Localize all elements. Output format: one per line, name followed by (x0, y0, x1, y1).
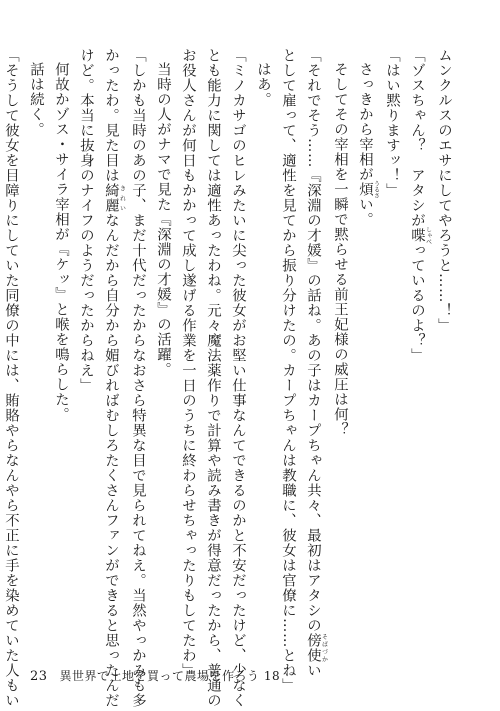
text-line: お役人さんが何日もかかって成し遂げる作業を一日のうちに終わらせちゃったりもしてたわ」 (180, 48, 196, 678)
text-line: 「それでそう……『深淵の才媛』の話ね。あの子はカープちゃん共々、最初はアタシの傍使 そばづかい (305, 48, 328, 678)
page-number: 23 (30, 669, 48, 684)
page-footer (30, 667, 280, 684)
text-line: かったわ。見た目は綺麗 きれいなんだから自分から媚びればむしろたくさんファンができると思ったんだ (103, 48, 126, 708)
text-line: 「ミノカサゴのヒレみたいに尖った彼女がお堅い仕事なんてできるのかと不安だったけど、少なく (230, 48, 246, 708)
text-line: 話は続く。 (28, 62, 44, 138)
running-title: 異世界で土地を買って農場を作ろう 18 (59, 669, 281, 683)
text-line: けど。本当に抜身のナイフのようだったからねえ」 (78, 48, 94, 393)
text-line: ムンクルスのエサにしてやろうと……！」 (436, 48, 452, 333)
ruby-annotation: 傍使 そばづか (305, 632, 328, 663)
text-line: とも能力に関しては適性あったわね。元々魔法薬作りで計算や読み書きが得意だったから、普通の (205, 48, 221, 708)
text-line: 何故かゾス・サイラ宰相が『ケッ』と喉を鳴らした。 (53, 62, 69, 423)
text-line: 「しかも当時のあの子、まだ十代だったからなおさら特異な目で見られてねえ。当然やっかみも多 (130, 48, 146, 708)
text-line: 当時の人がナマで見た『深淵の才媛』の活躍。 (155, 62, 171, 378)
text-line: さっきから宰相が煩 うるさい。 (357, 62, 380, 228)
text-line: として雇って、適性を見てから振り分けたの。カープちゃんは教職に、彼女は官僚に……とね」 (280, 48, 296, 693)
ruby-annotation: 喋 しゃべ (409, 226, 432, 245)
text-line: 「はい黙りますッ！」 (384, 48, 400, 198)
text-line: はあ。 (255, 62, 271, 108)
ruby-annotation: 綺麗 きれい (103, 183, 126, 213)
text-line: そしてその宰相を一瞬で黙らせる前王妃様の威圧は何？ (332, 62, 348, 438)
text-line: 「そうして彼女を目障りにしていた同僚の中には、賄賂やらなんやら不正に手を染めていた人もい (3, 48, 19, 708)
ruby-annotation: 煩 うるさ (357, 180, 380, 199)
text-line: 「ゾスちゃん？ アタシが喋 しゃべっているのよ？」 (409, 48, 432, 363)
